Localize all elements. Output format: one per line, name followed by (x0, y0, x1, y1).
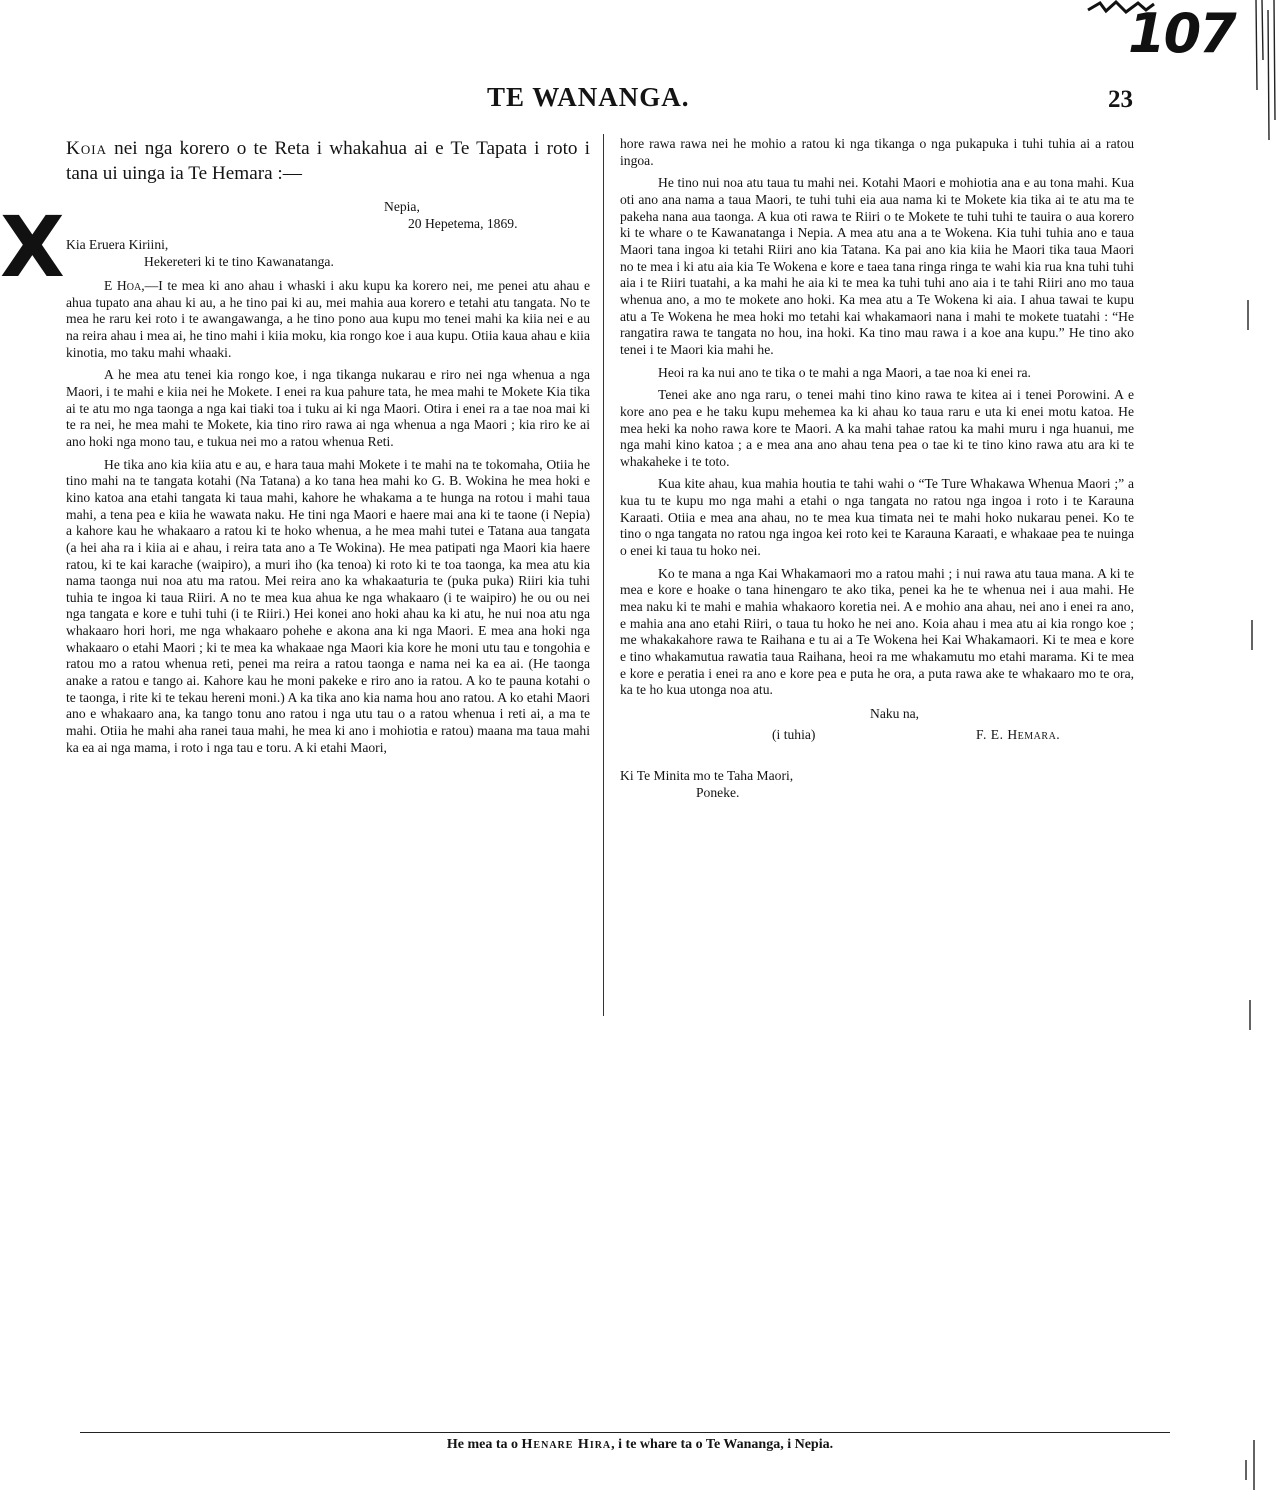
footer-rule (80, 1432, 1170, 1433)
right-column (620, 136, 1134, 801)
printer-imprint (0, 1437, 1280, 1453)
imprint-suffix: , i te whare ta o Te Wananga, i Nepia. (611, 1437, 834, 1452)
signed-note: (i tuhia) (772, 727, 816, 742)
letter-paragraph: Kua kite ahau, kua mahia houtia te tahi wahi o “Te Ture Whakawa Whenua Maori ;” a kua tu te kupu mo nga mahi a etahi o nga tangata no ratou nga ingoa i roto i te Karauna Karaati. Otiia e mea ana ahau, no te mea kua timata nei te mahi hoko nukarau penei. Ko te tino o nga tangata no ratou nga ingoa kei roto kei te Karauna Karaati, e whakaae pea te nuinga o enei ki taua tu hoko nei. (620, 476, 1134, 559)
letter-paragraph: He tika ano kia kiia atu e au, e hara taua mahi Mokete i te mahi na te tokomaha, Otiia he tino mahi na te tangata kotahi (Na Tatana) a ko tana hea mahi ko G. B. Wokina he mea hoki e kino katoa ana etahi tangata ki taua mahi, kahore he whakama a te hunga na rotou i mahi taua mahi, a tena pea e kiia he wawata naku. He tini nga Maori e haere mai ana ki te taone (i Nepia) a kahore kau he whakaaro a ratou ki te hoko whenua, a he mea mahi tutei e Tatana aua tangata (a hei aha ra i kiia ai e ahau, i reira tata ano a Te Wokina). He mea patipati nga Maori kia haere ratou, ki te kai karache (waipiro), a muri iho (ka tenoa) ki roto ki te toa taonga, ka mea atu kia nama taonga nui noa atu ma ratou. Mei reira ano ka whakaaturia te (puka puka) Riiri kia tuhi tuhia te ingoa ki taua Riiri. A no te mea kua ahua ke nga whakaaro (i te waipiro) he ou ou nei nga tangata e kore e tuhi tuhi (i te Riiri.) Hei konei ano hoki ahau ka ki atu, he nui noa atu nga whakaaro hori hori, me nga whakaaro pohehe e akona ana ki nga Maori. E mea ana hoki nga whakaaro o etahi Maori ; ki te mea ka whakaae nga Maori kia kore he moni utu tau e tongohia e ratou mo a ratou whenua reti, penei ma reira a ratou taonga e nama nei ka ea ai. (He taonga anake a ratou e tango ai. Kahore kau he moni pakeke e riro ano ia ratou. A ko te pauna kotahi o te taonga, i rite ki te tekau hereni moni.) A ka tika ano kia nama hou ano ratou. A ko etahi Maori ano e whakaaro ana, ka tango tonu ano ratou i nga utu tau o a ratou whenua i reti ai, a ma te mahi. Otiia he mahi aha ranei taua mahi, he mea ki ano i mohiotia e ratou) maana ma taua mahi ka ea ai nga mama, i roto i nga tau e toru. A ki etahi Maori, (66, 456, 590, 755)
intro-lead-caps: Koia (66, 138, 107, 159)
signature-row (620, 726, 1134, 743)
intro-text: nei nga korero o te Reta i whakahua ai e Te Tapata i roto i tana ui uinga ia Te Hemara :— (66, 138, 590, 184)
letter-paragraph: Heoi ra ka nui ano te tika o te mahi a nga Maori, a tae noa ki enei ra. (658, 364, 1031, 380)
letter-paragraph: Ko te mana a nga Kai Whakamaori mo a ratou mahi ; i nui rawa atu taua mana. A ki te mea e kore e hoake o tana hinengaro te ako tika, penei ka he te whenua nei i aua mahi. He mea naku ki te mahi e mahia whakaoro koretia nei. A e mohio ana ahau, nei ano i enei ra ano, e mahia ana ano etahi Riiri, o taua tu hoko he nei ano. Koia ahau i mea atu ai kia rongo koe ; me whakakahore rawa te Raihana e tu ai a Te Wokena hei Kai Whakamaori. Ki te mea e kore e tino whakamutua rawatia taua Raihana, heoi ra me whakamutu mo etahi marama. Ki te mea e kore e peratia i enei ra ano e kore pea e puta he ora, a puta rawa ake te whakaaro mo te ora, ka te ho kua utonga noa atu. (620, 565, 1134, 698)
recipient-line: Ki Te Minita mo te Taha Maori, (620, 768, 794, 783)
masthead-title: TE WANANGA. (487, 82, 690, 112)
imprint-printer: Henare Hira (521, 1437, 612, 1452)
letter-paragraph: He tino nui noa atu taua tu mahi nei. Kotahi Maori e mohiotia ana e au tona mahi. Kua oti ano ana nama a taua Maori, te tuhi tuhi eia aua nama ki te Mokete kia tika ai te atu ma te pakeha nana aua taonga. A kua oti rawa te Riiri o te Mokete te tuhi tuhi te tauira o aua korero ki te whare o te Kawanatanga i Nepia. A mea atu ana a te Wokena. Kia tuhi tuhia ano e taua Maori tana ingoa ki tetahi Riiri ano kia Tatana. Ka pai ano kia kiia he Maori tika taua Maori no te mea i ki atu aia kia Te Wokena e kore e taea tana ringa ringa te wahi kia rua kna tuhi tuhi aia i te Riiri tuatahi, a ka mahi he aia ki te mea ka tuhi tuhi ano aia i te tahi Riiri ano mo taua whenua ano, a mo te mokete ano hoki. Ka mea atu a Te Wokena ki aia. I ahua tawai te kupu atu a Te Wokena he mea hoki mo tetahi kai whakamaori nana i mahi te mokete tuatahi : “He rangatira rawa te tangata no hou, ina hoki. Ka tino mau rawa i a koe ana kupu.” He tino ako tenei i te Maori kia mahi he. (620, 175, 1134, 357)
letter-paragraph (66, 278, 590, 361)
letter-paragraph: A he mea atu tenei kia rongo koe, i nga tikanga nukarau e riro nei nga whenua a nga Maori, i te mahi e kiia nei he Mokete. I enei ra kua pahure tata, he mea mahi te Mokete Kia tika ai te atu mo nga taonga a nga kai tiaki toa i tuku ai ki nga Maori. Otira i enei ra a tae noa mai ki te ra nei, he mea mahi te Mokete, kia tino riro rawa ai nga whenua a nga Maori ; kia riro ke ai ano hoki nga mono tau, e tukua nei mo a ratou whenua Reti. (66, 367, 590, 449)
column-divider (603, 134, 604, 1016)
scan-edge-marks (1236, 0, 1280, 1492)
imprint-prefix: He mea ta o (446, 1437, 519, 1452)
letter-date: 20 Hepetema, 1869. (408, 216, 518, 231)
handwritten-page-number: 107 (1128, 2, 1235, 65)
letter-salutation: E Hoa, (104, 278, 145, 293)
letter-closing: Naku na, (870, 706, 920, 721)
printed-page-number: 23 (1108, 86, 1133, 113)
letter-addressee-title: Hekereteri ki te tino Kawanatanga. (144, 254, 334, 269)
signature-name: F. E. Hemara. (976, 727, 1061, 742)
letter-place: Nepia, (384, 199, 420, 214)
letter-addressee: Kia Eruera Kiriini, (66, 237, 169, 252)
handwritten-margin-mark: X (0, 198, 65, 296)
intro-paragraph (66, 136, 590, 186)
letter-paragraph: hore rawa rawa nei he mohio a ratou ki nga tikanga o nga pukapuka i tuhi tuhia ai a ratou ingoa. (620, 136, 1134, 168)
recipient-place: Poneke. (696, 785, 740, 800)
letter-paragraph-text: —I te mea ki ano ahau i whaski i aku kupu ka korero nei, me penei atu ahau e ahua tupato ana ahau ki au, a he tino pai ki au, mei mahia aua korero e tetahi atu tangata. No te mea he raru kei roto i te awangawanga, a he tino pono aua kupu mo tenei mahi ka kiia nei e au na reira ahau i mea ai, he tino mahi i kiia moku, kia rongo koe i aua kupu. Otiia kaua ahau e kiia kinotia, mo taku mahi whaaki. (66, 278, 590, 360)
letter-paragraph: Tenei ake ano nga raru, o tenei mahi tino kino rawa te kitea ai i tenei Porowini. A e kore ano pea e he taku kupu mehemea ka ki ahau ko taua raru e uta ki enei motu katoa. He mea heki ka noho rawa kore te Maori. A ka mahi tahae ratou ka mahi muru i nga huanui, me nga mahi kino katoa ; a e mea ana ano ahau tena pea o tae ki te tino kino rawa atu ara ki te whakaheke i te toto. (620, 387, 1134, 469)
left-column (66, 136, 590, 762)
